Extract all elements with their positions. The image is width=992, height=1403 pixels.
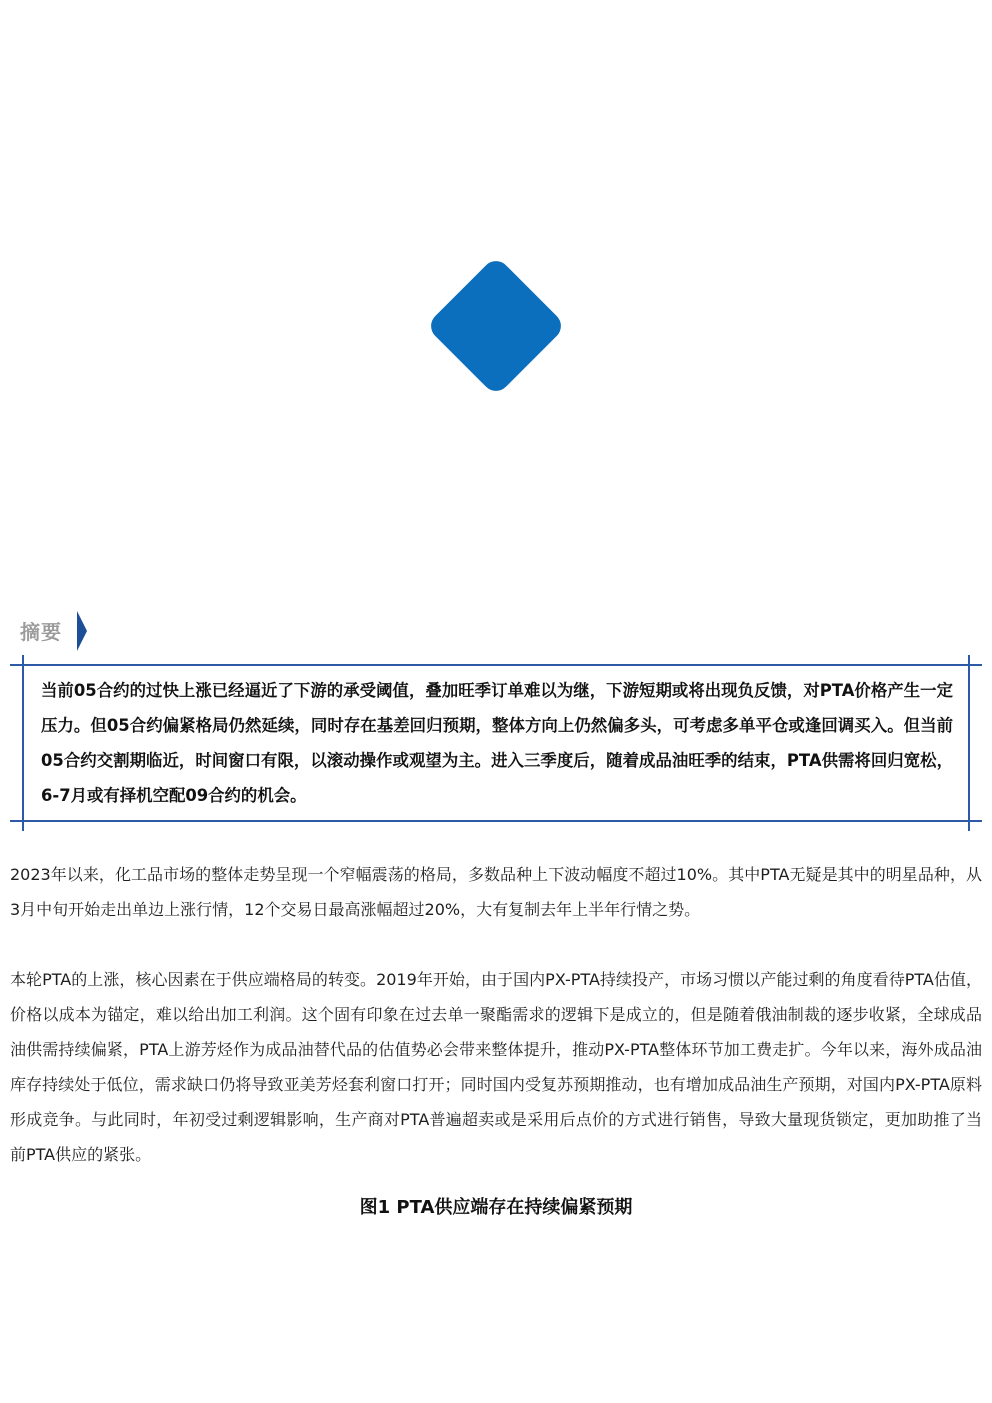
- body-paragraph-2: 本轮PTA的上涨，核心因素在于供应端格局的转变。2019年开始，由于国内PX-PTA持续投产，市场习惯以产能过剩的角度看待PTA估值，价格以成本为锚定，难以给出加工利润。这个固有印象在过去单一聚酯需求的逻辑下是成立的，但是随着俄油制裁的逐步收紧，全球成品油供需持续偏紧，PTA上游芳烃作为成品油替代品的估值势必会带来整体提升，推动PX-PTA整体环节加工费走扩。今年以来，海外成品油库存持续处于低位，需求缺口仍将导致亚美芳烃套利窗口打开；同时国内受复苏预期推动，也有增加成品油生产预期，对国内PX-PTA原料形成竞争。与此同时，年初受过剩逻辑影响，生产商对PTA普遍超卖或是采用后点价的方式进行销售，导致大量现货锁定，更加助推了当前PTA供应的紧张。: [10, 970, 982, 1164]
- chevron-right-icon: [77, 611, 87, 651]
- diamond-logo-icon: [425, 255, 566, 396]
- figure-title: 图1 PTA供应端存在持续偏紧预期: [359, 1197, 633, 1218]
- summary-label: 摘要: [20, 620, 62, 644]
- body-paragraph-1: 2023年以来，化工品市场的整体走势呈现一个窄幅震荡的格局，多数品种上下波动幅度不超过10%。其中PTA无疑是其中的明星品种，从3月中旬开始走出单边上涨行情，12个交易日最高涨幅超过20%，大有复制去年上半年行情之势。: [10, 865, 982, 919]
- summary-text: 当前05合约的过快上涨已经逼近了下游的承受阈值，叠加旺季订单难以为继，下游短期或将出现负反馈，对PTA价格产生一定压力。但05合约偏紧格局仍然延续，同时存在基差回归预期，整体方向上仍然偏多头，可考虑多单平仓或逢回调买入。但当前05合约交割期临近，时间窗口有限，以滚动操作或观望为主。进入三季度后，随着成品油旺季的结束，PTA供需将回归宽松，6-7月或有择机空配09合约的机会。: [41, 681, 953, 805]
